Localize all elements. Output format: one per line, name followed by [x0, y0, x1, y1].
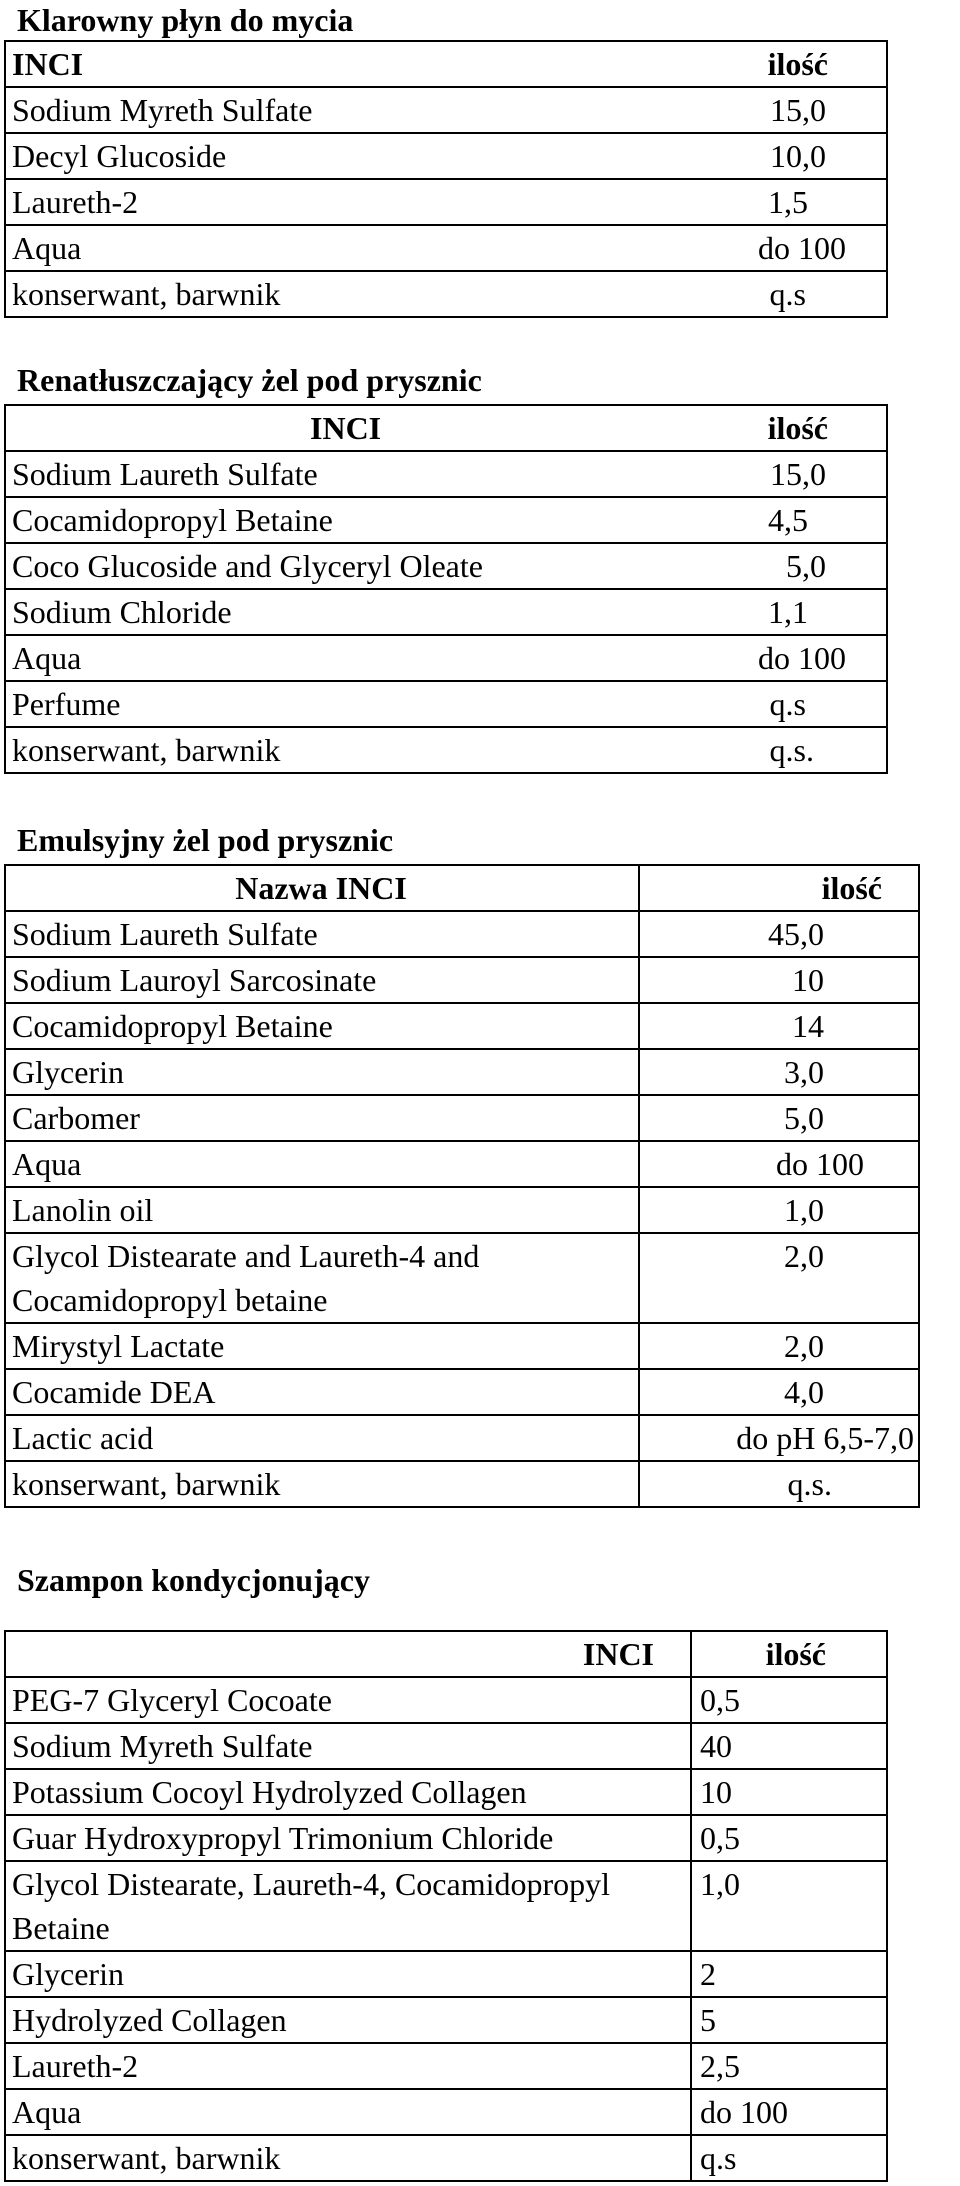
ingredient-name: Mirystyl Lactate	[5, 1323, 639, 1369]
ingredient-name: konserwant, barwnik	[5, 2135, 691, 2181]
ingredient-amount: 1,0	[691, 1861, 887, 1951]
ingredient-name: Aqua	[5, 2089, 691, 2135]
table-row	[5, 957, 919, 1003]
ingredient-name: PEG-7 Glyceryl Cocoate	[5, 1677, 691, 1723]
ingredient-name: Glycol Distearate, Laureth-4, Cocamidopropyl Betaine	[5, 1861, 691, 1951]
ingredient-name: Laureth-2	[12, 184, 139, 220]
formula-table	[4, 1630, 888, 2182]
ingredient-amount: 14	[639, 1003, 919, 1049]
table-row	[5, 497, 887, 543]
ingredient-name: Glycol Distearate and Laureth-4 and Cocamidopropyl betaine	[5, 1233, 639, 1323]
ingredient-name: konserwant, barwnik	[12, 732, 281, 768]
ingredient-name: Laureth-2	[5, 2043, 691, 2089]
ingredient-amount: do 100	[758, 230, 846, 266]
formula-table	[4, 40, 888, 318]
column-header-inci: INCI	[310, 410, 382, 446]
ingredient-name: Cocamide DEA	[5, 1369, 639, 1415]
ingredient-amount: 10,0	[770, 138, 826, 174]
table-row	[5, 1861, 887, 1951]
table-row	[5, 2043, 887, 2089]
ingredient-amount: 1,5	[768, 184, 808, 220]
ingredient-amount: do 100	[758, 640, 846, 676]
table-row	[5, 225, 887, 271]
ingredient-amount: do pH 6,5-7,0	[639, 1415, 919, 1461]
ingredient-name: konserwant, barwnik	[5, 1461, 639, 1507]
ingredient-name: Perfume	[12, 686, 121, 722]
table-row	[5, 1323, 919, 1369]
ingredient-name: Hydrolyzed Collagen	[5, 1997, 691, 2043]
ingredient-name: Aqua	[5, 1141, 639, 1187]
column-header-inci: Nazwa INCI	[5, 865, 639, 911]
table-row	[5, 1003, 919, 1049]
formula-table	[4, 864, 920, 1508]
table-row	[5, 727, 887, 773]
ingredient-amount: q.s.	[769, 732, 814, 768]
table-row	[5, 1815, 887, 1861]
ingredient-amount: 0,5	[691, 1677, 887, 1723]
table-row	[5, 1415, 919, 1461]
table-row	[5, 1461, 919, 1507]
table-row	[5, 1141, 919, 1187]
ingredient-name: Cocamidopropyl Betaine	[12, 502, 333, 538]
column-header-amount: ilość	[691, 1631, 887, 1677]
table-row	[5, 1049, 919, 1095]
ingredient-name: Potassium Cocoyl Hydrolyzed Collagen	[5, 1769, 691, 1815]
ingredient-name: Sodium Myreth Sulfate	[5, 1723, 691, 1769]
ingredient-name: Carbomer	[5, 1095, 639, 1141]
ingredient-amount: q.s	[769, 686, 806, 722]
ingredient-name: Decyl Glucoside	[12, 138, 227, 174]
ingredient-amount: do 100	[639, 1141, 919, 1187]
column-header-amount: ilość	[767, 410, 828, 446]
ingredient-name: Sodium Laureth Sulfate	[5, 911, 639, 957]
ingredient-amount: 2,0	[639, 1233, 919, 1323]
table-row	[5, 635, 887, 681]
table-row	[5, 589, 887, 635]
table-row	[5, 1723, 887, 1769]
table-row	[5, 681, 887, 727]
ingredient-amount: 1,1	[768, 594, 808, 630]
ingredient-amount: 15,0	[770, 92, 826, 128]
ingredient-name: Cocamidopropyl Betaine	[5, 1003, 639, 1049]
ingredient-name: Coco Glucoside and Glyceryl Oleate	[12, 548, 483, 584]
section-title: Emulsyjny żel pod prysznic	[17, 822, 394, 858]
ingredient-name: Sodium Lauroyl Sarcosinate	[5, 957, 639, 1003]
ingredient-amount: 0,5	[691, 1815, 887, 1861]
column-header-amount: ilość	[767, 46, 828, 82]
ingredient-name: Sodium Laureth Sulfate	[12, 456, 318, 492]
ingredient-amount: 3,0	[639, 1049, 919, 1095]
table-row	[5, 1951, 887, 1997]
ingredient-amount: q.s	[691, 2135, 887, 2181]
ingredient-amount: 2,5	[691, 2043, 887, 2089]
ingredient-amount: 10	[639, 957, 919, 1003]
table-row	[5, 1677, 887, 1723]
table-row	[5, 271, 887, 317]
ingredient-name: Glycerin	[5, 1049, 639, 1095]
formula-table	[4, 404, 888, 774]
table-row	[5, 911, 919, 957]
table-row	[5, 1187, 919, 1233]
section-title: Klarowny płyn do mycia	[17, 2, 354, 38]
ingredient-name: Lanolin oil	[5, 1187, 639, 1233]
column-header-amount: ilość	[639, 865, 919, 911]
column-header-inci: INCI	[12, 46, 84, 82]
ingredient-amount: do 100	[691, 2089, 887, 2135]
table-row	[5, 87, 887, 133]
ingredient-amount: 5	[691, 1997, 887, 2043]
table-header-row	[5, 41, 887, 87]
table-row	[5, 133, 887, 179]
ingredient-amount: 40	[691, 1723, 887, 1769]
table-row	[5, 1997, 887, 2043]
table-row	[5, 179, 887, 225]
ingredient-name: konserwant, barwnik	[12, 276, 281, 312]
ingredient-amount: 45,0	[639, 911, 919, 957]
table-row	[5, 1233, 919, 1323]
ingredient-amount: q.s	[769, 276, 806, 312]
ingredient-name: Sodium Myreth Sulfate	[12, 92, 313, 128]
table-header-row	[5, 1631, 887, 1677]
ingredient-name: Aqua	[12, 640, 82, 676]
ingredient-name: Sodium Chloride	[12, 594, 232, 630]
table-row	[5, 2135, 887, 2181]
table-row	[5, 451, 887, 497]
table-header-row	[5, 865, 919, 911]
section-title: Szampon kondycjonujący	[17, 1562, 370, 1598]
table-header-row	[5, 405, 887, 451]
column-header-inci: INCI	[5, 1631, 691, 1677]
ingredient-amount: 1,0	[639, 1187, 919, 1233]
section-title: Renatłuszczający żel pod prysznic	[17, 362, 482, 398]
ingredient-amount: 15,0	[770, 456, 826, 492]
ingredient-amount: q.s.	[639, 1461, 919, 1507]
table-row	[5, 1769, 887, 1815]
ingredient-amount: 5,0	[639, 1095, 919, 1141]
ingredient-name: Aqua	[12, 230, 82, 266]
table-row	[5, 543, 887, 589]
ingredient-amount: 4,0	[639, 1369, 919, 1415]
ingredient-amount: 2	[691, 1951, 887, 1997]
ingredient-name: Guar Hydroxypropyl Trimonium Chloride	[5, 1815, 691, 1861]
ingredient-amount: 2,0	[639, 1323, 919, 1369]
ingredient-amount: 10	[691, 1769, 887, 1815]
ingredient-name: Glycerin	[5, 1951, 691, 1997]
table-row	[5, 1369, 919, 1415]
ingredient-amount: 4,5	[768, 502, 808, 538]
table-row	[5, 1095, 919, 1141]
ingredient-amount: 5,0	[786, 548, 826, 584]
ingredient-name: Lactic acid	[5, 1415, 639, 1461]
table-row	[5, 2089, 887, 2135]
